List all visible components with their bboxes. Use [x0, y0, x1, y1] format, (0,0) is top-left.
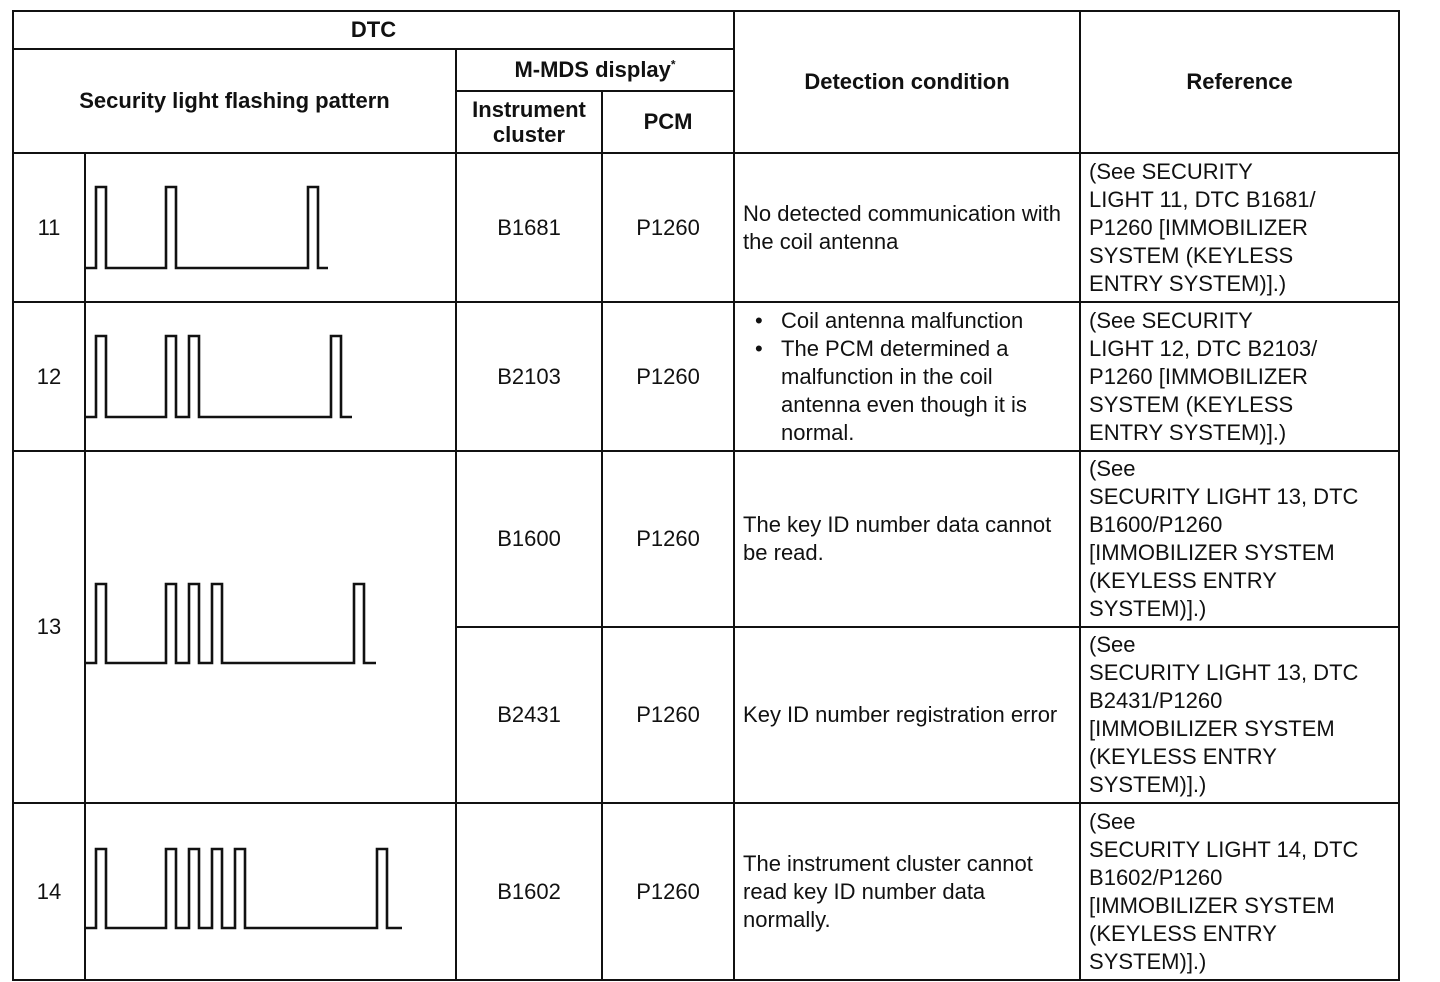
reference-line: (See — [1089, 456, 1136, 481]
detection-condition: The key ID number data cannot be read. — [734, 451, 1080, 627]
condition-item: • The PCM determined a malfunction in the coil antenna even though it is normal. — [743, 335, 1073, 447]
flash-waveform — [86, 336, 352, 417]
detection-condition: The instrument cluster cannot read key ID number data normally. — [734, 803, 1080, 980]
reference-line: B2431/P1260 — [1089, 688, 1223, 713]
reference-line: ENTRY SYSTEM)].) — [1089, 270, 1287, 296]
condition-item: • Coil antenna malfunction — [743, 307, 1073, 335]
reference-line: [IMMOBILIZER SYSTEM — [1089, 716, 1335, 741]
dtc-number: 14 — [13, 803, 85, 980]
reference-line: SYSTEM)].) — [1089, 772, 1207, 797]
pcm-code: P1260 — [602, 627, 734, 803]
reference-line: SECURITY LIGHT 13, DTC — [1089, 484, 1359, 509]
reference-text — [1080, 627, 1399, 803]
reference-line: P1260 [IMMOBILIZER — [1089, 214, 1308, 240]
pcm-code: P1260 — [602, 451, 734, 627]
instrument-cluster-code: B1602 — [456, 803, 602, 980]
flash-waveform — [86, 187, 328, 268]
header-reference: Reference — [1080, 11, 1399, 153]
reference-text — [1080, 153, 1399, 302]
header-mmds-asterisk: * — [670, 58, 676, 73]
detection-condition: No detected communication with the coil antenna — [734, 153, 1080, 302]
reference-text — [1080, 302, 1399, 451]
instrument-cluster-code: B1600 — [456, 451, 602, 627]
reference-line: SECURITY LIGHT 14, DTC — [1089, 836, 1359, 862]
header-mmds-label: M-MDS display — [514, 57, 671, 83]
reference-line: (See SECURITY — [1089, 307, 1253, 333]
reference-line: [IMMOBILIZER SYSTEM — [1089, 540, 1335, 565]
flash-pattern-12 — [85, 302, 456, 451]
flash-pattern-graph — [86, 804, 457, 979]
reference-line: (See SECURITY — [1089, 158, 1253, 184]
table-row — [13, 302, 1399, 451]
flash-pattern-13 — [85, 451, 456, 803]
flash-pattern-graph — [86, 154, 457, 301]
reference-line: (See — [1089, 632, 1136, 657]
reference-text — [1080, 451, 1399, 627]
flash-pattern-graph — [86, 303, 457, 450]
pcm-code: P1260 — [602, 302, 734, 451]
reference-line: (KEYLESS ENTRY — [1089, 744, 1277, 769]
detection-condition — [734, 302, 1080, 451]
header-mmds-display — [456, 49, 734, 91]
flash-pattern-14 — [85, 803, 456, 980]
table-row — [13, 153, 1399, 302]
reference-line: (See — [1089, 808, 1136, 834]
instrument-cluster-code: B2431 — [456, 627, 602, 803]
flash-waveform — [86, 849, 402, 928]
dtc-table — [12, 10, 1400, 981]
dtc-number: 12 — [13, 302, 85, 451]
reference-line: SYSTEM)].) — [1089, 596, 1207, 621]
instrument-cluster-code: B2103 — [456, 302, 602, 451]
dtc-number: 13 — [13, 451, 85, 803]
condition-list — [743, 307, 1073, 447]
header-instrument-cluster: Instrument cluster — [456, 91, 602, 153]
reference-line: (KEYLESS ENTRY — [1089, 568, 1277, 593]
reference-line: SYSTEM)].) — [1089, 948, 1207, 974]
reference-line: P1260 [IMMOBILIZER — [1089, 363, 1308, 389]
reference-line: B1602/P1260 — [1089, 864, 1223, 890]
detection-condition: Key ID number registration error — [734, 627, 1080, 803]
reference-line: B1600/P1260 — [1089, 512, 1223, 537]
header-dtc: DTC — [13, 11, 734, 49]
reference-line: ENTRY SYSTEM)].) — [1089, 419, 1287, 445]
reference-line: LIGHT 12, DTC B2103/ — [1089, 335, 1318, 361]
dtc-number: 11 — [13, 153, 85, 302]
pcm-code: P1260 — [602, 153, 734, 302]
table-row — [13, 451, 1399, 627]
reference-line: SYSTEM (KEYLESS — [1089, 242, 1294, 268]
reference-line: SYSTEM (KEYLESS — [1089, 391, 1294, 417]
reference-line: SECURITY LIGHT 13, DTC — [1089, 660, 1359, 685]
instrument-cluster-code: B1681 — [456, 153, 602, 302]
flash-waveform — [86, 584, 376, 663]
reference-line: [IMMOBILIZER SYSTEM — [1089, 892, 1335, 918]
flash-pattern-graph — [86, 452, 457, 802]
table-row — [13, 803, 1399, 980]
reference-line: (KEYLESS ENTRY — [1089, 920, 1277, 946]
header-pcm: PCM — [602, 91, 734, 153]
header-detection-condition: Detection condition — [734, 11, 1080, 153]
reference-line: LIGHT 11, DTC B1681/ — [1089, 186, 1316, 212]
header-flashing-pattern: Security light flashing pattern — [13, 49, 456, 153]
pcm-code: P1260 — [602, 803, 734, 980]
flash-pattern-11 — [85, 153, 456, 302]
reference-text — [1080, 803, 1399, 980]
